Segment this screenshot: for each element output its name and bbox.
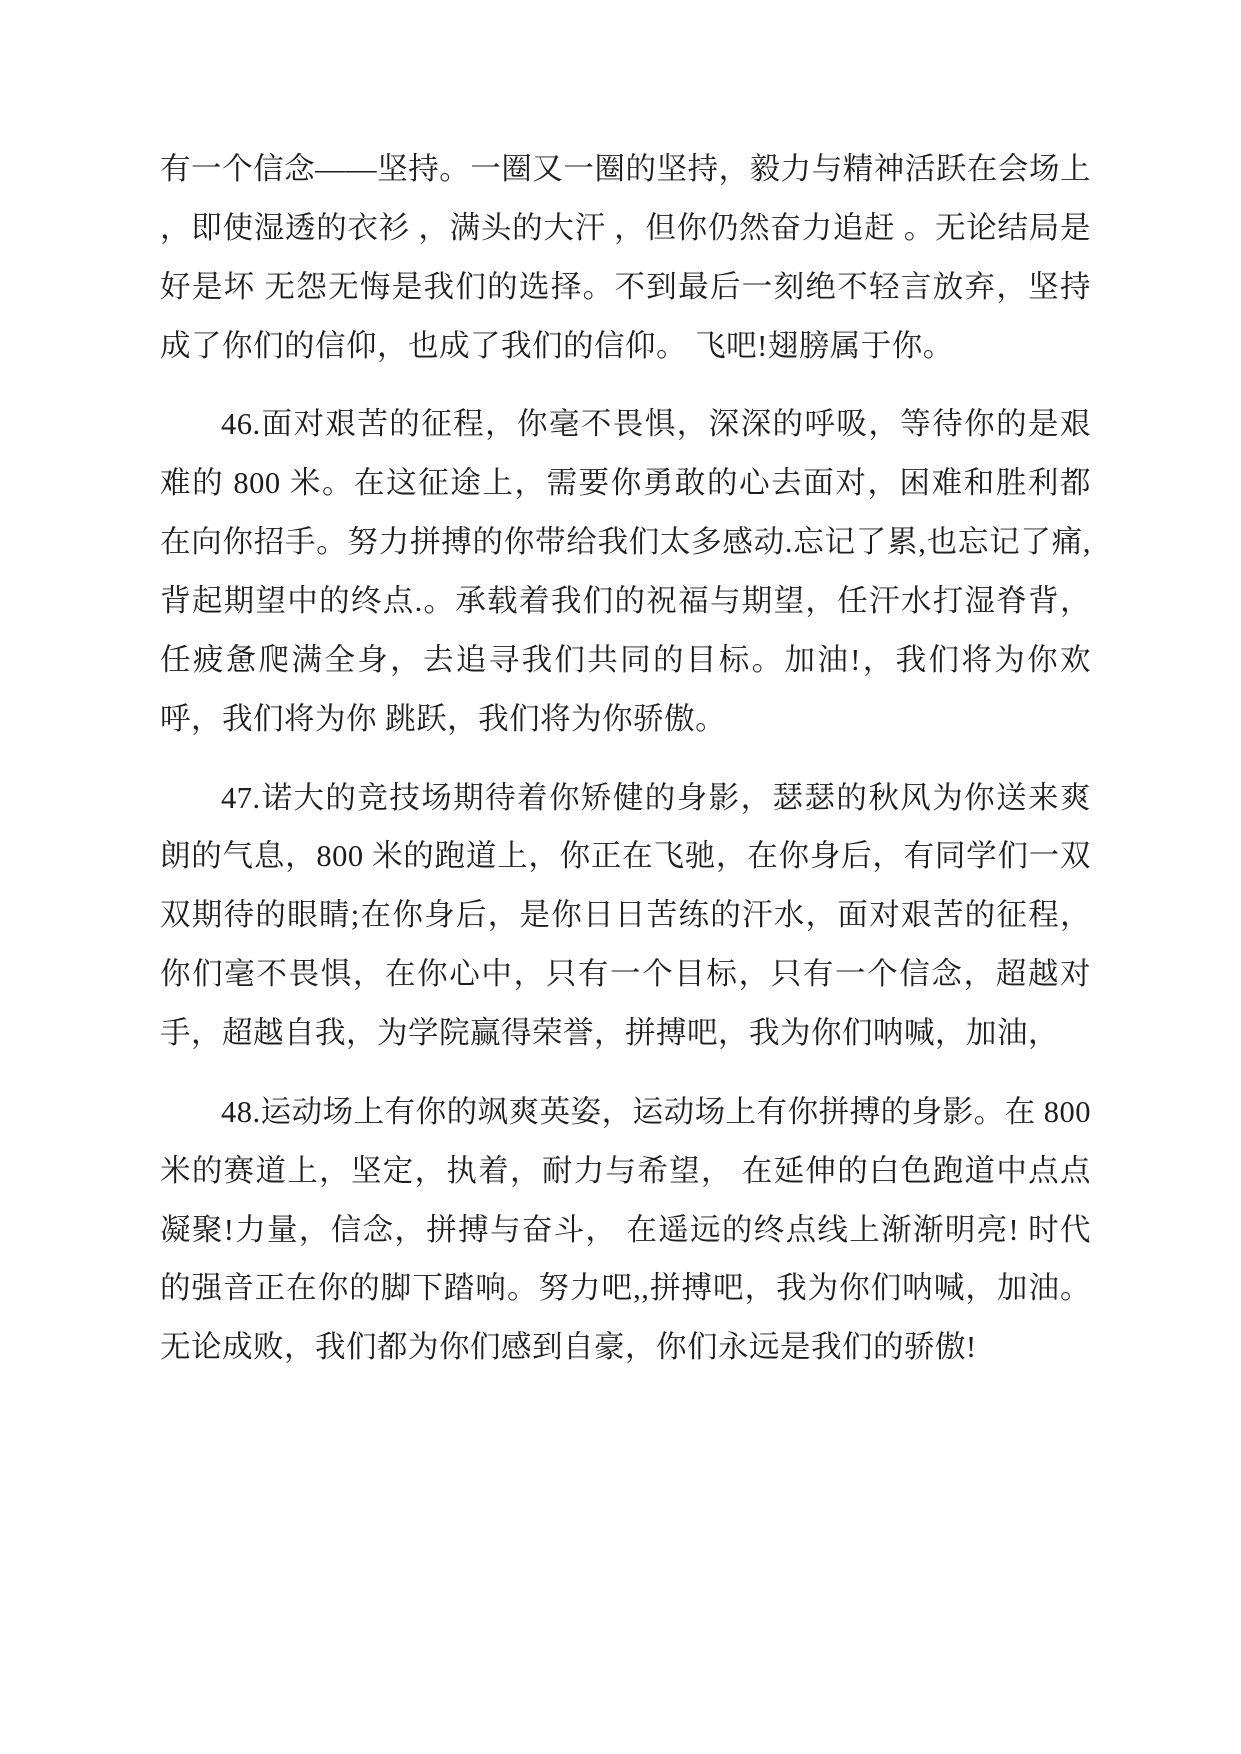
paragraph-48: 48.运动场上有你的飒爽英姿，运动场上有你拼搏的身影。在 800 米的赛道上，坚定，执着，耐力与希望， 在延伸的白色跑道中点点凝聚!力量，信念，拼搏与奋斗， 在遥远的终点线上渐渐明亮! 时代的强音正在你的脚下踏响。努力吧,,拼搏吧，我为你们呐喊，加油。无论成败，我们都为你们感到自豪，你们永远是我们的骄傲! [160, 1094, 1091, 1365]
paragraph-continued: 有一个信念——坚持。一圈又一圈的坚持，毅力与精神活跃在会场上 ，即使湿透的衣衫 ，满头的大汗 ，但你仍然奋力追赶 。无论结局是好是坏 无怨无悔是我们的选择。不到最后一刻绝不轻言放弃，坚持成了你们的信仰，也成了我们的信仰。 飞吧!翅膀属于你。 [160, 152, 1091, 363]
paragraph-47: 47.诺大的竞技场期待着你矫健的身影，瑟瑟的秋风为你送来爽朗的气息，800 米的跑道上，你正在飞驰，在你身后，有同学们一双双期待的眼睛;在你身后，是你日日苦练的汗水，面对艰苦的征程，你们毫不畏惧，在你心中，只有一个目标，只有一个信念，超越对手，超越自我，为学院赢得荣誉，拼搏吧，我为你们呐喊，加油， [160, 780, 1091, 1051]
document-body [160, 140, 1091, 1377]
paragraph-46: 46.面对艰苦的征程，你毫不畏惧，深深的呼吸，等待你的是艰难的 800 米。在这征途上，需要你勇敢的心去面对，困难和胜利都在向你招手。努力拼搏的你带给我们太多感动.忘记了累,也忘记了痛,背起期望中的终点.。承载着我们的祝福与期望，任汗水打湿脊背，任疲惫爬满全身，去追寻我们共同的目标。加油!，我们将为你欢呼，我们将为你 跳跃，我们将为你骄傲。 [160, 407, 1091, 736]
